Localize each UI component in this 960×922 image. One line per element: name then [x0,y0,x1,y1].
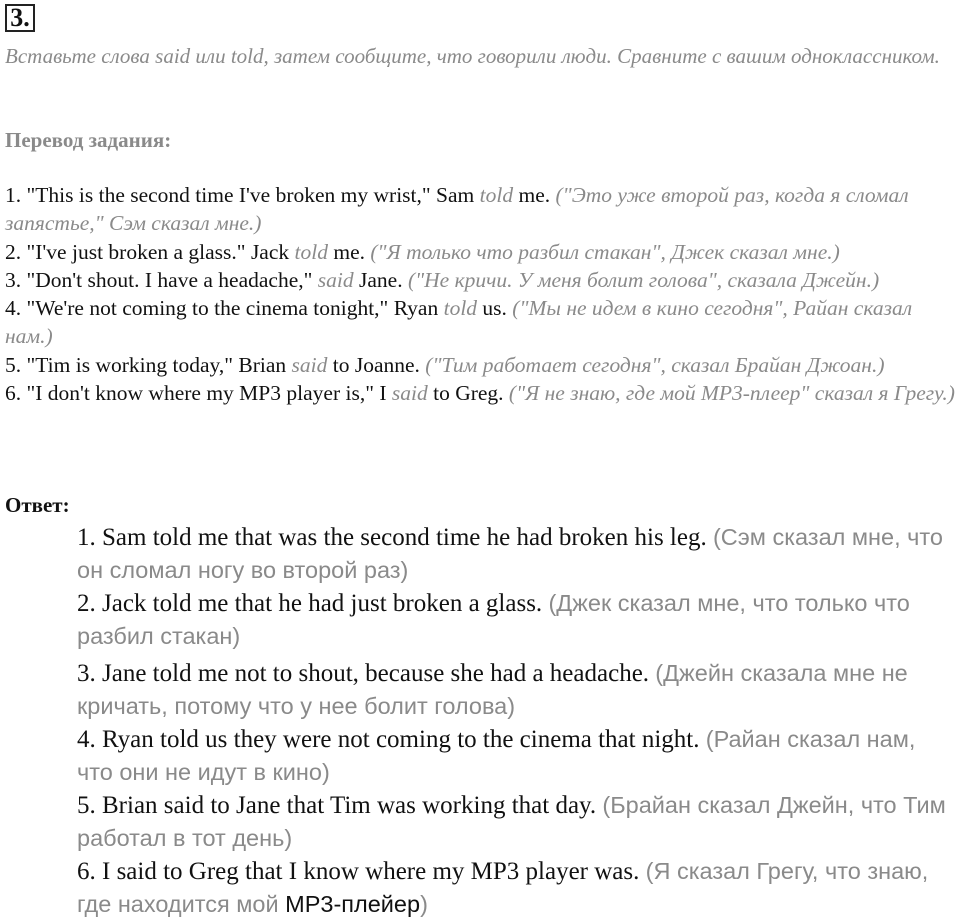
answer-english: 4. Ryan told us they were not coming to the cinema that night. [77,726,700,753]
item-verb: told [294,239,328,264]
answers-list [77,521,957,921]
exercise-item [5,238,960,266]
item-verb: said [291,352,328,377]
answer-item [77,587,957,653]
exercise-item [5,379,960,407]
answer-russian: (Джек сказал мне, что только что разбил стакан) [77,590,910,649]
item-sentence: 4. "We're not coming to the cinema tonight," Ryan [5,296,444,321]
item-verb: told [479,183,514,207]
item-translation: ("Это уже второй раз, когда я сломал запястье," Сэм сказал мне.) [5,183,909,236]
item-sentence-end: to Greg. [427,381,504,406]
item-sentence-end: me. [327,239,365,264]
answer-english: 3. Jane told me not to shout, because she had a headache. [77,660,650,687]
item-sentence-end: me. [513,183,551,207]
answer-item [77,521,957,587]
item-translation: ("Не кричи. У меня болит голова", сказала Джейн.) [407,267,880,292]
exercise-item [5,294,960,351]
answer-russian-end: ) [420,891,428,917]
exercise-item [5,351,960,379]
exercise-number: 3. [5,4,35,32]
item-sentence: 1. "This is the second time I've broken my wrist," Sam [5,183,480,207]
item-sentence: 3. "Don't shout. I have a headache," [5,267,318,292]
exercise-item [5,266,960,294]
answer-russian: (Брайан сказал Джейн, что Тим работал в тот день) [77,792,946,851]
item-sentence: 2. "I've just broken a glass." Jack [5,239,295,264]
item-verb: said [317,267,354,292]
task-instructions: Вставьте слова said или told, затем сообщите, что говорили люди. Сравните с вашим одноклассником. [5,44,940,68]
answer-item [77,657,957,723]
item-verb: told [443,296,478,321]
item-translation: ("Я не знаю, где мой MP3-плеер" сказал я Грегу.) [508,381,955,406]
answer-russian-dark: МР3-плейер [285,891,421,917]
item-translation: ("Тим работает сегодня", сказал Брайан Джоан.) [425,352,885,377]
exercise-items [5,181,960,407]
answer-russian-part: (Я сказал Грегу, что знаю, где находится мой [77,858,929,917]
answer-english: 6. I said to Greg that I know where my MP3 player was. [77,858,640,885]
item-sentence-end: to Joanne. [327,352,420,377]
item-sentence: 5. "Tim is working today," Brian [5,352,292,377]
answer-russian: (Сэм сказал мне, что он сломал ногу во второй раз) [77,524,943,583]
answer-russian: (Райан сказал нам, что они не идут в кино) [77,726,916,785]
answer-item [77,855,957,921]
item-verb: said [391,381,428,406]
answer-russian: (Джейн сказала мне не кричать, потому что у нее болит голова) [77,660,908,719]
answer-item [77,789,957,855]
answer-english: 1. Sam told me that was the second time he had broken his leg. [77,524,707,551]
item-sentence-end: us. [477,296,507,321]
item-sentence: 6. "I don't know where my MP3 player is," I [5,381,392,406]
item-sentence-end: Jane. [353,267,403,292]
answer-english: 2. Jack told me that he had just broken a glass. [77,590,543,617]
exercise-item [5,181,960,238]
answer-item [77,723,957,789]
item-translation: ("Мы не идем в кино сегодня", Райан сказал нам.) [5,296,913,349]
answer-label: Ответ: [5,493,70,517]
item-translation: ("Я только что разбил стакан", Джек сказал мне.) [370,239,840,264]
translation-heading: Перевод задания: [5,128,172,152]
answer-english: 5. Brian said to Jane that Tim was working that day. [77,792,597,819]
